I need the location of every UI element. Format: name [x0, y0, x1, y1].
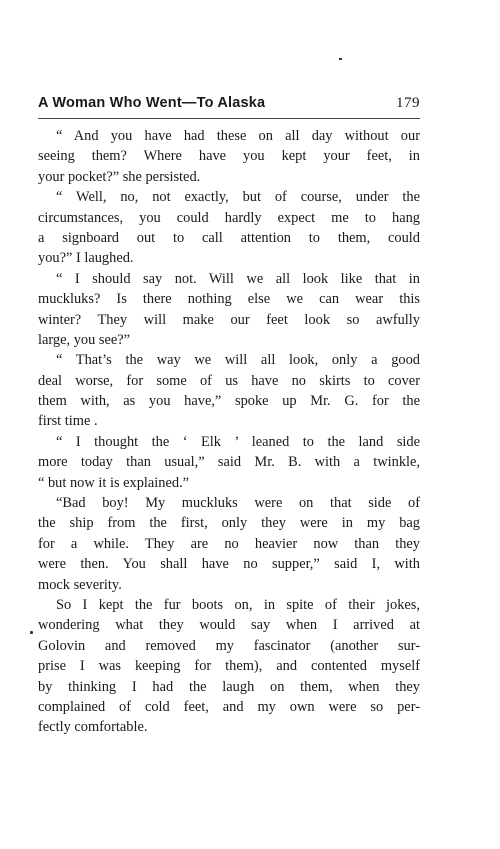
text-line: “ Well, no, not exactly, but of course, under the — [56, 189, 420, 206]
text-line: more today than usual,” said Mr. B. with a twinkle, — [38, 454, 420, 471]
print-speck — [339, 58, 342, 60]
margin-mark — [30, 631, 33, 634]
text-line: “ That’s the way we will all look, only a good — [56, 352, 420, 369]
text-line: “ I thought the ‘ Elk ’ leaned to the land side — [56, 433, 420, 450]
text-line: mock severity. — [38, 576, 122, 593]
text-line: by thinking I had the laugh on them, when they — [38, 678, 420, 695]
text-line: So I kept the fur boots on, in spite of their jokes, — [56, 596, 420, 613]
text-line: “Bad boy! My muckluks were on that side of — [56, 495, 420, 512]
text-line: winter? They will make our feet look so awfully — [38, 311, 420, 328]
text-line: the ship from the first, only they were in my bag — [38, 515, 420, 532]
text-line: muckluks? Is there nothing else we can wear this — [38, 291, 420, 308]
text-line: Golovin and removed my fascinator (another sur- — [38, 637, 420, 654]
text-line: “ but now it is explained.” — [38, 474, 190, 491]
text-line: for a while. They are no heavier now than they — [38, 535, 420, 552]
text-line: complained of cold feet, and my own were so per- — [38, 698, 420, 715]
page-number: 179 — [396, 95, 420, 111]
text-line: your pocket?” she persisted. — [38, 168, 201, 185]
body-text — [38, 126, 420, 738]
text-line: first time . — [38, 413, 98, 430]
text-line: wondering what they would say when I arrived at — [38, 617, 420, 634]
text-line: seeing them? Where have you kept your feet, in — [38, 148, 420, 165]
text-line: large, you see?” — [38, 331, 131, 348]
text-line: “ I should say not. Will we all look like that in — [56, 270, 420, 287]
text-line: circumstances, you could hardly expect me to hang — [38, 209, 420, 226]
text-line: you?” I laughed. — [38, 250, 134, 267]
page-header — [38, 95, 420, 117]
text-line: fectly comfortable. — [38, 719, 148, 736]
text-line: deal worse, for some of us have no skirts to cover — [38, 372, 420, 389]
text-line: “ And you have had these on all day without our — [56, 128, 420, 144]
text-line: them with, as you have,” spoke up Mr. G. for the — [38, 393, 420, 410]
header-rule — [38, 118, 420, 119]
running-title: A Woman Who Went—To Alaska — [38, 95, 266, 111]
text-line: were then. You shall have no supper,” said I, with — [38, 556, 420, 573]
text-line: a signboard out to call attention to them, could — [38, 229, 420, 246]
text-line: prise I was keeping for them), and contented myself — [38, 658, 420, 675]
